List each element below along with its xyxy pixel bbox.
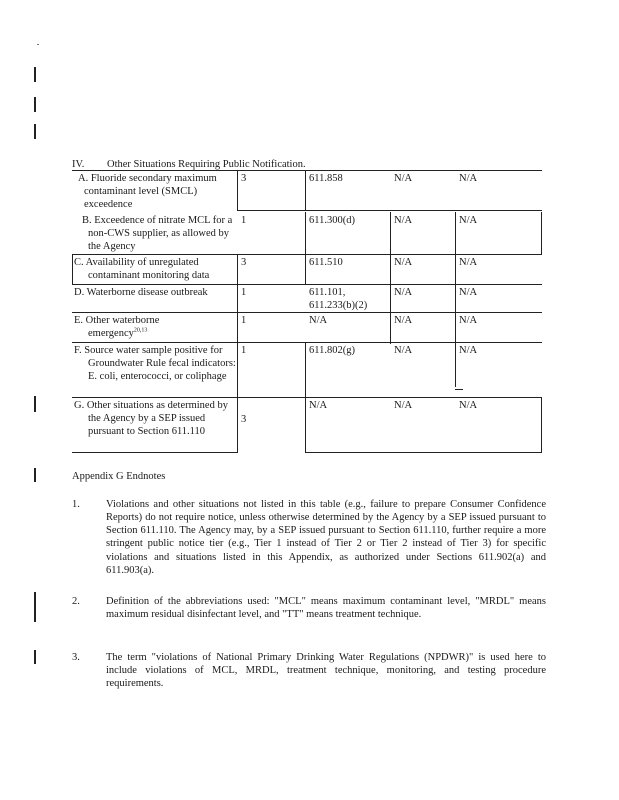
tier-value: 3 [241,414,247,425]
col5-value: N/A [459,315,478,326]
change-bar [34,650,36,664]
scan-speck [37,44,39,45]
citation: 611.510 [309,257,343,268]
citation: 611.300(d) [309,215,355,226]
table-rule [455,389,463,390]
col5-value: N/A [459,257,478,268]
tier-value: 3 [241,173,247,184]
table-rule [72,254,542,255]
col4-value: N/A [394,173,413,184]
table-rule [305,452,542,453]
table-rule [305,170,306,210]
citation: N/A [309,315,328,326]
table-rule [72,284,542,285]
col4-value: N/A [394,257,413,268]
table-rule [287,397,299,398]
row-label: C. Availability of unregulated contaminant monitoring data [74,257,210,282]
table-top-rule [72,170,542,171]
table-rule [390,254,391,344]
row-label: F. Source water sample positive for Groundwater Rule fecal indicators: E. coli, enterococci, or coliphage [74,345,236,383]
col4-value: N/A [394,287,413,298]
table-rule [72,312,542,313]
endnote-text: Definition of the abbreviations used: "MCL" means maximum contaminant level, "MRDL" means maximum residual disinfectant level, and "TT" means treatment technique. [106,596,546,621]
col5-value: N/A [459,400,478,411]
citation: 611.101, 611.233(b)(2) [309,287,368,312]
citation: 611.858 [309,173,343,184]
table-rule [237,342,238,397]
endnote-number: 2. [72,596,80,607]
citation: N/A [309,400,328,411]
table-rule [305,212,306,254]
endnote-number: 1. [72,499,80,510]
table-rule [72,342,542,343]
col4-value: N/A [394,400,413,411]
col5-value: N/A [459,345,478,356]
table-rule [72,254,73,284]
table-rule [305,254,306,284]
tier-value: 1 [241,345,247,356]
col5-value: N/A [459,173,478,184]
change-bar [34,468,36,482]
col4-value: N/A [394,345,413,356]
col4-value: N/A [394,215,413,226]
citation: 611.802(g) [309,345,355,356]
row-label [74,314,194,340]
endnote-text: The term "violations of National Primary Drinking Water Regulations (NPDWR)" is used here to include violations of MCL, MRDL, treatment technique, monitoring, and testing procedure requirements. [106,652,546,690]
endnote-number: 3. [72,652,80,663]
table-rule [72,397,542,398]
change-bar [34,396,36,412]
col5-value: N/A [459,287,478,298]
table-rule [455,212,456,254]
table-rule [305,397,306,452]
section-number: IV. [72,159,85,170]
tier-value: 1 [241,215,247,226]
table-rule [541,397,542,452]
col5-value: N/A [459,215,478,226]
change-bar [34,67,36,82]
row-label-text: E. Other waterborne emergency [74,315,160,340]
footnote-ref: 20,13 [133,327,148,334]
row-label: B. Exceedence of nitrate MCL for a non-CWS supplier, as allowed by the Agency [82,215,233,253]
table-rule [455,342,456,387]
row-label: G. Other situations as determined by the Agency by a SEP issued pursuant to Section 611.110 [74,400,228,438]
table-rule [72,452,238,453]
change-bar [34,124,36,139]
table-rule [237,210,542,211]
change-bar [34,592,36,622]
section-title: Other Situations Requiring Public Notification. [107,159,306,170]
row-label: A. Fluoride secondary maximum contaminant level (SMCL) exceedence [78,173,217,211]
table-rule [305,342,306,397]
table-rule [541,212,542,254]
row-label: D. Waterborne disease outbreak [74,287,208,298]
table-rule [390,212,391,254]
endnote-text: Violations and other situations not listed in this table (e.g., failure to prepare Consumer Confidence Reports) do not require notice, unless otherwise determined by the Agency by a SEP issued pursuant to Section 611.110. The Agency may, by a SEP issued pursuant to Section 611.110, further require a more stringent public notice tier (e.g., Tier 1 instead of Tier 2 or Tier 2 instead of Tier 3) for specific violations and situations listed in this Appendix, as authorized under Sections 611.902(a) and 611.903(a). [106,499,546,576]
col4-value: N/A [394,315,413,326]
tier-value: 1 [241,287,247,298]
endnotes-heading: Appendix G Endnotes [72,471,166,482]
tier-value: 1 [241,315,247,326]
table-rule [455,254,456,344]
change-bar [34,97,36,112]
tier-value: 3 [241,257,247,268]
